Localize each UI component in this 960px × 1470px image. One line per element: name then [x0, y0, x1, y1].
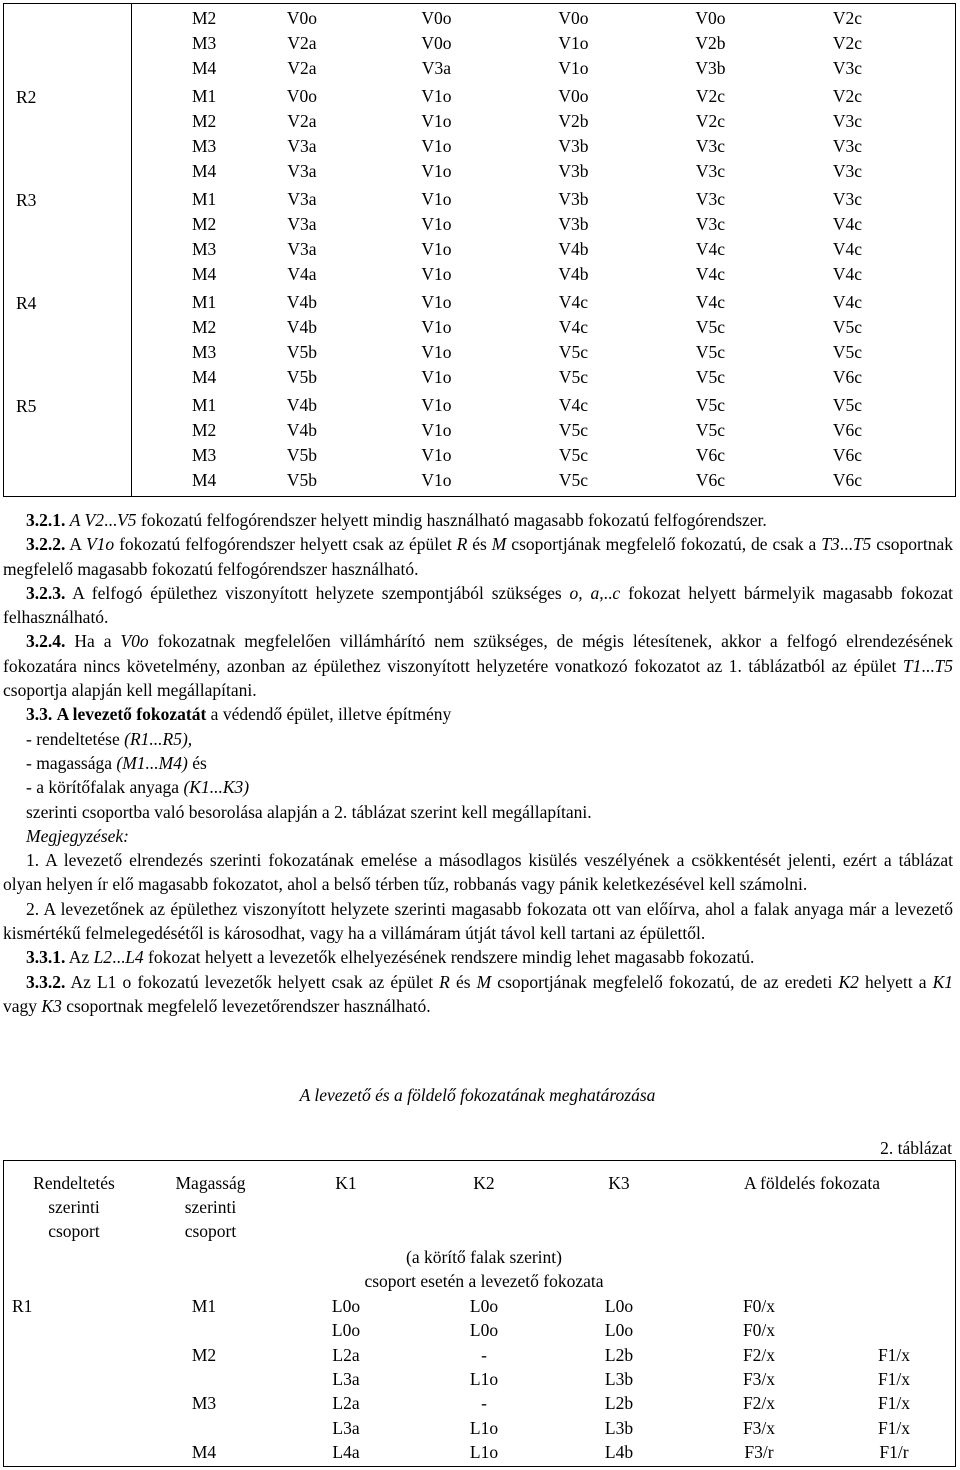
para-3-3-1: 3.3.1. Az L2...L4 fokozat helyett a levezetők elhelyezésének rendszere mindig lehet magasabb fokozatú.: [26, 947, 755, 968]
grade-cell: V4c: [832, 239, 863, 259]
header-k2: K2: [473, 1173, 495, 1193]
grade-cell: L0o: [469, 1296, 499, 1316]
height-group-cell: M3: [192, 239, 217, 259]
height-group-cell: M4: [192, 367, 217, 387]
grade-cell: V5c: [695, 342, 726, 362]
height-group-cell: M3: [192, 33, 217, 53]
grade-cell: F0/x: [742, 1296, 776, 1316]
table-group-row: [4, 187, 956, 290]
grade-cell: F2/x: [742, 1344, 776, 1365]
grade-cell: L3a: [332, 1368, 360, 1389]
table-row: [192, 262, 955, 287]
grade-cell: L0o: [604, 1296, 634, 1316]
grade-cell: V5c: [695, 317, 726, 337]
grade-cell: V1o: [421, 445, 452, 465]
grade-cell: V0o: [421, 33, 452, 53]
height-group-cell: M2: [192, 111, 217, 131]
grade-cell: V4c: [695, 239, 726, 259]
table-row: [192, 31, 955, 56]
grade-cell: V2c: [832, 33, 863, 53]
group-label: R2: [16, 87, 37, 107]
header-conductor-grade: csoport esetén a levezető fokozata: [364, 1271, 604, 1291]
header-walls-note: (a körítő falak szerint): [406, 1247, 562, 1267]
grade-cell: V4c: [695, 292, 726, 312]
height-group-cell: M3: [192, 342, 217, 362]
list-conclusion: szerinti csoportba való besorolása alapján a 2. táblázat szerint kell megállapítani.: [26, 801, 592, 822]
grade-cell: V3c: [695, 189, 726, 209]
para-3-2-3: 3.2.3. A felfogó épülethez viszonyított helyzete szempontjából szükséges o, a,..c fokozat helyett bármelyik magasabb fokozat felhasználható.: [3, 582, 954, 628]
grading-table-1: [3, 3, 956, 497]
height-group-cell: M1: [192, 292, 217, 312]
grade-cell: V2b: [558, 111, 589, 131]
note-2: 2. A levezetőnek az épülethez viszonyított helyzete szerinti magasabb fokozata ott van előírva, ahol a falak anyaga már a levezető kismértékű felmelegedésétől is károsodhat, vagy ha a villámáram útját távol kell tartani az épülettől.: [3, 898, 953, 944]
grade-cell: L1o: [469, 1368, 499, 1389]
grade-cell: V4c: [832, 264, 863, 284]
table-row: [192, 393, 955, 418]
grade-cell: V1o: [421, 214, 452, 234]
grade-cell: V1o: [421, 161, 452, 181]
grade-cell: V3c: [832, 58, 863, 78]
grade-cell: V5b: [286, 342, 318, 362]
header-earthing: A földelés fokozata: [744, 1173, 881, 1193]
table-row: [192, 134, 955, 159]
table-row: [192, 418, 955, 443]
group-label-cell: [4, 187, 132, 290]
grade-cell: V1o: [421, 189, 452, 209]
height-group-cell: M4: [192, 161, 217, 181]
grade-cell: V2c: [695, 111, 726, 131]
para-3-2-2: 3.2.2. A V1o fokozatú felfogórendszer helyett csak az épület R és M csoportjának megfelelő fokozatú, de csak a T3...T5 csoportnak megfelelő magasabb fokozatú felfogórendszer használható.: [3, 534, 954, 579]
grade-cell: L0o: [331, 1296, 361, 1316]
grade-cell: V4c: [558, 395, 589, 415]
table-row: [192, 290, 955, 315]
grade-cell: V6c: [832, 367, 863, 387]
grade-cell: F3/x: [742, 1368, 776, 1389]
table-row: [192, 212, 955, 237]
grade-cell: V3a: [287, 239, 317, 259]
grade-cell: F1/x: [877, 1344, 911, 1365]
grade-cell: V1o: [421, 292, 452, 312]
header-k1: K1: [335, 1173, 357, 1193]
grade-cell: V1o: [421, 86, 452, 106]
grade-cell: F1/x: [877, 1393, 911, 1414]
group-values-cell: [132, 290, 956, 393]
grade-cell: V3b: [558, 161, 589, 181]
grade-cell: V1o: [421, 239, 452, 259]
group-values-cell: [132, 4, 956, 85]
grade-cell: V3c: [695, 136, 726, 156]
grade-cell: V0o: [558, 8, 589, 28]
table-row: [192, 315, 955, 340]
table-row: [192, 56, 955, 81]
height-group-cell: M2: [191, 1344, 217, 1365]
grade-cell: V4b: [286, 292, 318, 312]
height-group-cell: M3: [192, 445, 217, 465]
grade-cell: V3b: [558, 136, 589, 156]
grade-cell: V0o: [286, 8, 318, 28]
grade-cell: V5c: [832, 342, 863, 362]
para-3-2-1: 3.2.1. A V2...V5 fokozatú felfogórendszer helyett mindig használható magasabb fokozatú felfogórendszer.: [26, 510, 767, 530]
group-label: [4, 6, 131, 84]
height-group-cell: M2: [192, 317, 217, 337]
table-group-row: [4, 84, 956, 187]
height-group-cell: M3: [191, 1393, 217, 1414]
grade-cell: L3a: [332, 1417, 360, 1438]
table-row: [192, 6, 955, 31]
grade-cell: F3/r: [744, 1441, 774, 1462]
grade-cell: V3c: [832, 111, 863, 131]
grading-table-2: [3, 1160, 956, 1467]
table-row: [192, 159, 955, 184]
list-item-purpose: - rendeltetése (R1...R5),: [26, 728, 193, 749]
group-values-cell: [132, 84, 956, 187]
list-item-walls: - a körítőfalak anyaga (K1...K3): [26, 777, 250, 798]
grade-cell: V1o: [421, 317, 452, 337]
grade-cell: V5c: [695, 395, 726, 415]
grade-cell: V4c: [695, 264, 726, 284]
grade-cell: V4b: [286, 420, 318, 440]
height-group-cell: M4: [192, 264, 217, 284]
grade-cell: V0o: [421, 8, 452, 28]
grade-cell: L2b: [604, 1344, 634, 1365]
grade-cell: V2b: [695, 33, 726, 53]
grade-cell: F0/x: [742, 1320, 776, 1341]
grade-cell: V5c: [558, 367, 589, 387]
grade-cell: F3/x: [742, 1417, 776, 1438]
grade-cell: V5b: [286, 470, 318, 490]
grade-cell: V1o: [421, 136, 452, 156]
height-group-cell: M4: [192, 58, 217, 78]
table-group-row: [4, 290, 956, 393]
group-label: R5: [16, 396, 37, 416]
grade-cell: V3c: [832, 136, 863, 156]
grade-cell: V3a: [287, 161, 317, 181]
grade-cell: F1/x: [877, 1368, 911, 1389]
grade-cell: V6c: [695, 445, 726, 465]
group-r1: R1: [12, 1296, 33, 1316]
grade-cell: V3b: [558, 214, 589, 234]
table-row: [192, 237, 955, 262]
grade-cell: V6c: [832, 470, 863, 490]
grade-cell: L2b: [604, 1393, 634, 1414]
group-label: R3: [16, 190, 37, 210]
grade-cell: V3c: [695, 214, 726, 234]
grade-cell: V5c: [695, 420, 726, 440]
grade-cell: L1o: [469, 1417, 499, 1438]
grade-cell: V3a: [421, 58, 452, 78]
grade-cell: L4a: [332, 1441, 360, 1462]
grade-cell: V4c: [558, 317, 589, 337]
height-group-cell: M2: [192, 214, 217, 234]
grade-cell: L3b: [604, 1417, 634, 1438]
grade-cell: V3a: [287, 214, 317, 234]
grade-cell: F1/x: [877, 1417, 911, 1438]
header-height-group: Magasság szerinti csoport: [175, 1173, 246, 1241]
table-row: [192, 443, 955, 468]
header-k3: K3: [608, 1173, 630, 1193]
grade-cell: F2/x: [742, 1393, 776, 1414]
grade-cell: L0o: [331, 1320, 361, 1341]
grade-cell: V3c: [832, 189, 863, 209]
table-row: [192, 84, 955, 109]
grade-cell: V4b: [286, 395, 318, 415]
para-3-3: 3.3. A levezető fokozatát a védendő épület, illetve építmény: [26, 704, 452, 725]
grade-cell: V5c: [832, 317, 863, 337]
height-group-cell: M1: [192, 189, 217, 209]
table-caption: A levezető és a földelő fokozatának meghatározása: [299, 1085, 656, 1105]
grade-cell: L0o: [469, 1320, 499, 1341]
height-group-cell: M2: [192, 420, 217, 440]
grade-cell: V5c: [558, 342, 589, 362]
group-label-cell: [4, 290, 132, 393]
table-row: [192, 109, 955, 134]
notes-heading: Megjegyzések:: [26, 825, 129, 846]
grade-cell: L0o: [604, 1320, 634, 1341]
grade-cell: V1o: [421, 264, 452, 284]
height-group-cell: M3: [192, 136, 217, 156]
group-label: R4: [16, 293, 37, 313]
table-group-row: [4, 393, 956, 497]
grade-cell: V1o: [558, 33, 589, 53]
group-values-cell: [132, 393, 956, 497]
grade-cell: V1o: [421, 367, 452, 387]
grade-cell: V1o: [421, 470, 452, 490]
grade-cell: V5c: [832, 395, 863, 415]
grade-cell: V4c: [558, 292, 589, 312]
grade-cell: V2c: [832, 8, 863, 28]
table-row: [192, 340, 955, 365]
grade-cell: V4b: [286, 317, 318, 337]
grade-cell: V4a: [287, 264, 317, 284]
table-number: 2. táblázat: [880, 1138, 952, 1158]
grade-cell: V5c: [695, 367, 726, 387]
table-group-row: [4, 4, 956, 85]
height-group-cell: M1: [192, 86, 217, 106]
grade-cell: V2c: [832, 86, 863, 106]
grade-cell: L2a: [332, 1393, 360, 1414]
grade-cell: V5c: [558, 420, 589, 440]
grade-cell: V5b: [286, 367, 318, 387]
grade-cell: V4c: [832, 292, 863, 312]
group-label-cell: [4, 84, 132, 187]
note-1: 1. A levezető elrendezés szerinti fokozatának emelése a másodlagos kisülés veszélyének a csökkentését jelenti, ezért a táblázat olyan helyen ír elő magasabb fokozatot, ahol a belső térben tűz, robbanás vagy pánik keletkezésével kell számolni.: [3, 850, 953, 895]
grade-cell: V1o: [421, 111, 452, 131]
grade-cell: V3b: [558, 189, 589, 209]
grade-cell: V2a: [287, 58, 317, 78]
table-row: [192, 468, 955, 493]
grade-cell: V2a: [287, 33, 317, 53]
table-row: [192, 365, 955, 390]
grade-cell: V4c: [832, 214, 863, 234]
grade-cell: V1o: [421, 342, 452, 362]
table-row: [192, 187, 955, 212]
grade-cell: -: [481, 1344, 487, 1365]
grade-cell: V6c: [832, 445, 863, 465]
grade-cell: V1o: [558, 58, 589, 78]
group-label-cell: [4, 4, 132, 85]
grade-cell: V3c: [695, 161, 726, 181]
para-3-2-4: 3.2.4. Ha a V0o fokozatnak megfelelően villámhárító nem szükséges, de mégis létesítenek, akkor a felfogó elrendezésének fokozatára nincs követelmény, azonban az épülethez viszonyított helyzetére vonatkozó fokozatot az 1. táblázatból az épület T1...T5 csoportja alapján kell megállapítani.: [3, 631, 953, 701]
grade-cell: V0o: [286, 86, 318, 106]
grade-cell: V5c: [558, 445, 589, 465]
grade-cell: V4b: [558, 264, 589, 284]
grade-cell: F1/r: [879, 1441, 909, 1462]
grade-cell: V6c: [832, 420, 863, 440]
list-item-height: - magassága (M1...M4) és: [26, 752, 207, 773]
grade-cell: V3b: [695, 58, 726, 78]
grade-cell: L2a: [332, 1344, 360, 1365]
grade-cell: L1o: [469, 1441, 499, 1462]
height-group-cell: M1: [192, 395, 217, 415]
body-text: [3, 508, 953, 1018]
height-group-cell: M4: [192, 470, 217, 490]
grade-cell: V0o: [695, 8, 726, 28]
grade-cell: V6c: [695, 470, 726, 490]
grade-cell: V3a: [287, 189, 317, 209]
grade-cell: -: [481, 1393, 487, 1414]
grade-cell: V1o: [421, 395, 452, 415]
height-group-cell: M2: [192, 8, 217, 28]
grade-cell: V0o: [558, 86, 589, 106]
grade-cell: L4b: [604, 1441, 634, 1462]
group-values-cell: [132, 187, 956, 290]
grade-cell: V5b: [286, 445, 318, 465]
height-group-cell: M4: [191, 1441, 217, 1462]
grade-cell: V2a: [287, 111, 317, 131]
grade-cell: V3c: [832, 161, 863, 181]
grade-cell: L3b: [604, 1368, 634, 1389]
grade-cell: V2c: [695, 86, 726, 106]
grade-cell: V5c: [558, 470, 589, 490]
grade-cell: V4b: [558, 239, 589, 259]
group-label-cell: [4, 393, 132, 497]
grade-cell: V3a: [287, 136, 317, 156]
grade-cell: V1o: [421, 420, 452, 440]
header-purpose-group: Rendeltetés szerinti csoport: [33, 1173, 115, 1241]
height-group-cell: M1: [191, 1296, 217, 1316]
para-3-3-2: 3.3.2. Az L1 o fokozatú levezetők helyett csak az épület R és M csoportjának megfelelő fokozatú, de az eredeti K2 helyett a K1 vagy K3 csoportnak megfelelő levezetőrendszer használható.: [3, 971, 954, 1016]
